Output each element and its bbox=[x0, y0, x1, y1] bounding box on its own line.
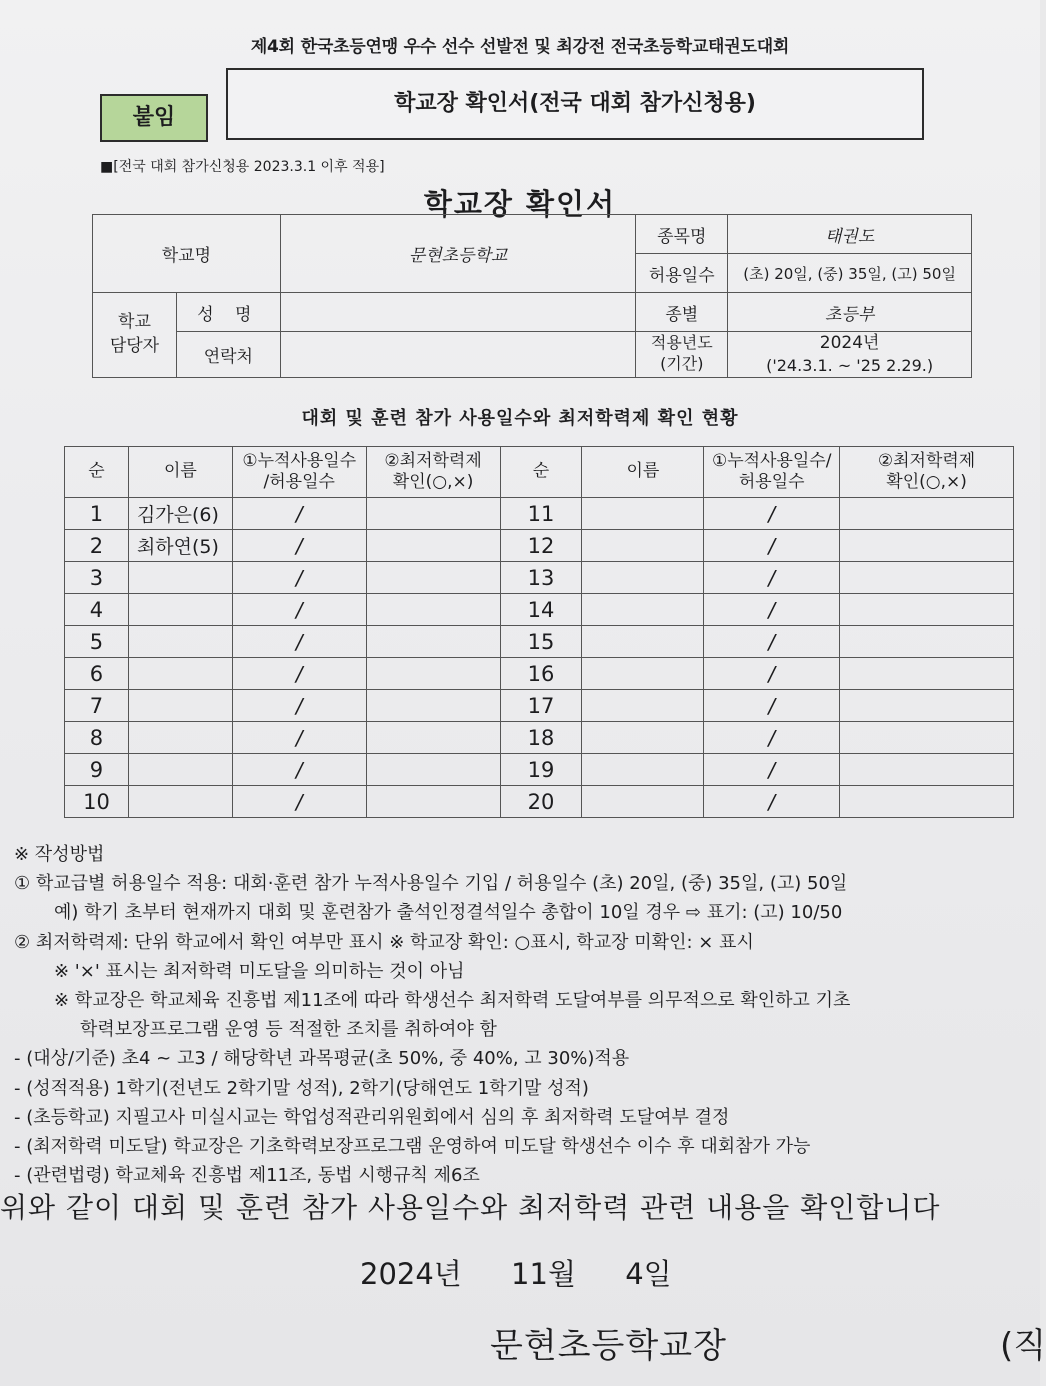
days-used: / bbox=[704, 722, 840, 754]
guide-line: - (대상/기준) 초4 ~ 고3 / 해당학년 과목평균(초 50%, 중 40%, 고 30%)적용 bbox=[14, 1048, 630, 1070]
student-name bbox=[128, 722, 232, 754]
row-no: 11 bbox=[500, 498, 582, 530]
days-used: / bbox=[232, 594, 366, 626]
school-info-table bbox=[92, 214, 972, 378]
student-name bbox=[582, 594, 704, 626]
table-row bbox=[65, 690, 1014, 722]
student-name bbox=[128, 594, 232, 626]
days-used: / bbox=[704, 658, 840, 690]
academic-check bbox=[840, 562, 1014, 594]
academic-check bbox=[366, 626, 500, 658]
student-name bbox=[128, 562, 232, 594]
guide-line: ※ '×' 표시는 최저학력 미도달을 의미하는 것이 아님 bbox=[54, 960, 465, 982]
row-no: 1 bbox=[65, 498, 129, 530]
table-row bbox=[65, 594, 1014, 626]
academic-check bbox=[840, 658, 1014, 690]
student-name bbox=[128, 626, 232, 658]
student-name bbox=[582, 658, 704, 690]
days-used: / bbox=[232, 754, 366, 786]
row-no: 16 bbox=[500, 658, 582, 690]
academic-check bbox=[366, 594, 500, 626]
division-label: 종별 bbox=[636, 293, 728, 332]
academic-check bbox=[366, 498, 500, 530]
school-name-label: 학교명 bbox=[93, 215, 281, 293]
principal-signature: 문현초등학교장 bbox=[490, 1326, 727, 1366]
days-used: / bbox=[232, 786, 366, 818]
date-day: 4일 bbox=[625, 1257, 672, 1291]
table-row bbox=[65, 530, 1014, 562]
student-name: 최하연(5) bbox=[128, 530, 232, 562]
header-academic-left: ②최저학력제 확인(○,×) bbox=[366, 447, 500, 498]
signing-date bbox=[360, 1252, 672, 1293]
guide-lines bbox=[14, 869, 1034, 1190]
academic-check bbox=[366, 562, 500, 594]
table-row bbox=[65, 658, 1014, 690]
student-name bbox=[582, 690, 704, 722]
allowed-days-label: 허용일수 bbox=[636, 254, 728, 293]
section-title: 대회 및 훈련 참가 사용일수와 최저학력제 확인 현황 bbox=[301, 408, 739, 429]
row-no: 17 bbox=[500, 690, 582, 722]
guide-line: ① 학교급별 허용일수 적용: 대회·훈련 참가 누적사용일수 기입 / 허용일수 (초) 20일, (중) 35일, (고) 50일 bbox=[14, 873, 848, 895]
student-name bbox=[128, 690, 232, 722]
document-title: 학교장 확인서 bbox=[423, 187, 617, 221]
row-no: 10 bbox=[65, 786, 129, 818]
sport-value: 태권도 bbox=[728, 215, 972, 254]
academic-check bbox=[366, 690, 500, 722]
student-name bbox=[128, 658, 232, 690]
contact-name-label: 성 명 bbox=[176, 293, 280, 332]
header-academic-right: ②최저학력제 확인(○,×) bbox=[840, 447, 1014, 498]
seal-mark: (직 bbox=[1000, 1326, 1046, 1366]
student-name bbox=[582, 530, 704, 562]
contact-phone-value bbox=[280, 332, 636, 378]
days-used: / bbox=[704, 530, 840, 562]
student-name bbox=[582, 754, 704, 786]
header-days-left: ①누적사용일수 /허용일수 bbox=[232, 447, 366, 498]
academic-check bbox=[840, 722, 1014, 754]
academic-check bbox=[840, 690, 1014, 722]
header-name-right: 이름 bbox=[582, 447, 704, 498]
attachment-label: 붙임 bbox=[100, 94, 208, 142]
row-no: 2 bbox=[65, 530, 129, 562]
academic-check bbox=[840, 498, 1014, 530]
row-no: 9 bbox=[65, 754, 129, 786]
guide-line: 학력보장프로그램 운영 등 적절한 조치를 취하여야 함 bbox=[80, 1019, 497, 1041]
guide-line: - (성적적용) 1학기(전년도 2학기말 성적), 2학기(당해연도 1학기말 성적) bbox=[14, 1077, 589, 1099]
table-row bbox=[65, 786, 1014, 818]
days-used: / bbox=[704, 786, 840, 818]
event-title: 제4회 한국초등연맹 우수 선수 선발전 및 최강전 전국초등학교태권도대회 bbox=[250, 37, 790, 57]
student-name bbox=[582, 722, 704, 754]
row-no: 13 bbox=[500, 562, 582, 594]
school-name-value: 문현초등학교 bbox=[280, 215, 636, 293]
days-used: / bbox=[232, 722, 366, 754]
days-used: / bbox=[704, 626, 840, 658]
student-name bbox=[582, 498, 704, 530]
days-used: / bbox=[704, 562, 840, 594]
confirmation-statement: 위와 같이 대회 및 훈련 참가 사용일수와 최저학력 관련 내용을 확인합니다 bbox=[0, 1191, 941, 1224]
student-name bbox=[582, 786, 704, 818]
academic-check bbox=[840, 754, 1014, 786]
academic-check bbox=[366, 530, 500, 562]
academic-check bbox=[366, 658, 500, 690]
guide-line: ※ 학교장은 학교체육 진흥법 제11조에 따라 학생선수 최저학력 도달여부를 의무적으로 확인하고 기초 bbox=[54, 990, 851, 1012]
row-no: 20 bbox=[500, 786, 582, 818]
days-used: / bbox=[704, 594, 840, 626]
days-used: / bbox=[232, 626, 366, 658]
period-value bbox=[728, 332, 972, 378]
row-no: 14 bbox=[500, 594, 582, 626]
student-name bbox=[582, 626, 704, 658]
row-no: 4 bbox=[65, 594, 129, 626]
academic-check bbox=[840, 626, 1014, 658]
header-days-right: ①누적사용일수/ 허용일수 bbox=[704, 447, 840, 498]
row-no: 6 bbox=[65, 658, 129, 690]
allowed-days-value: (초) 20일, (중) 35일, (고) 50일 bbox=[728, 254, 972, 293]
header-name-left: 이름 bbox=[128, 447, 232, 498]
table-row bbox=[65, 754, 1014, 786]
academic-check bbox=[366, 754, 500, 786]
days-used: / bbox=[232, 498, 366, 530]
period-year: 2024년 bbox=[819, 333, 880, 353]
header-no-left: 순 bbox=[65, 447, 129, 498]
date-year: 2024년 bbox=[360, 1257, 462, 1291]
row-no: 3 bbox=[65, 562, 129, 594]
guide-line: ② 최저학력제: 단위 학교에서 확인 여부만 표시 ※ 학교장 확인: ○표시, 학교장 미확인: × 표시 bbox=[14, 931, 754, 953]
guide-heading: ※ 작성방법 bbox=[14, 844, 105, 865]
roster-header-row bbox=[65, 447, 1014, 498]
writing-guide bbox=[14, 840, 1034, 1190]
table-row bbox=[65, 626, 1014, 658]
row-no: 12 bbox=[500, 530, 582, 562]
date-month: 11월 bbox=[511, 1257, 576, 1291]
academic-check bbox=[840, 786, 1014, 818]
contact-name-value bbox=[280, 293, 636, 332]
row-no: 7 bbox=[65, 690, 129, 722]
academic-check bbox=[840, 594, 1014, 626]
student-name bbox=[128, 786, 232, 818]
header-no-right: 순 bbox=[500, 447, 582, 498]
period-range: ('24.3.1. ~ '25 2.29.) bbox=[766, 355, 934, 375]
academic-check bbox=[840, 530, 1014, 562]
table-row bbox=[65, 562, 1014, 594]
days-used: / bbox=[704, 754, 840, 786]
contact-label: 학교 담당자 bbox=[93, 293, 177, 378]
days-used: / bbox=[232, 690, 366, 722]
academic-check bbox=[366, 722, 500, 754]
row-no: 5 bbox=[65, 626, 129, 658]
roster-table bbox=[64, 446, 1014, 818]
student-name bbox=[128, 754, 232, 786]
guide-line: - (관련법령) 학교체육 진흥법 제11조, 동법 시행규칙 제6조 bbox=[14, 1165, 480, 1187]
period-label: 적용년도 (기간) bbox=[636, 332, 728, 378]
table-row bbox=[65, 498, 1014, 530]
row-no: 19 bbox=[500, 754, 582, 786]
days-used: / bbox=[704, 498, 840, 530]
guide-line: 예) 학기 초부터 현재까지 대회 및 훈련참가 출석인정결석일수 총합이 10일 경우 ⇨ 표기: (고) 10/50 bbox=[54, 902, 843, 924]
days-used: / bbox=[704, 690, 840, 722]
days-used: / bbox=[232, 562, 366, 594]
row-no: 15 bbox=[500, 626, 582, 658]
student-name bbox=[582, 562, 704, 594]
applicability-note: ■[전국 대회 참가신청용 2023.3.1 이후 적용] bbox=[100, 159, 385, 175]
guide-line: - (최저학력 미도달) 학교장은 기초학력보장프로그램 운영하여 미도달 학생선수 이수 후 대회참가 가능 bbox=[14, 1136, 811, 1158]
contact-phone-label: 연락처 bbox=[176, 332, 280, 378]
days-used: / bbox=[232, 658, 366, 690]
sport-label: 종목명 bbox=[636, 215, 728, 254]
row-no: 8 bbox=[65, 722, 129, 754]
row-no: 18 bbox=[500, 722, 582, 754]
table-row bbox=[65, 722, 1014, 754]
division-value: 초등부 bbox=[728, 293, 972, 332]
banner-title: 학교장 확인서(전국 대회 참가신청용) bbox=[226, 68, 924, 140]
days-used: / bbox=[232, 530, 366, 562]
guide-line: - (초등학교) 지필고사 미실시교는 학업성적관리위원회에서 심의 후 최저학력 도달여부 결정 bbox=[14, 1106, 730, 1128]
student-name: 김가은(6) bbox=[128, 498, 232, 530]
academic-check bbox=[366, 786, 500, 818]
